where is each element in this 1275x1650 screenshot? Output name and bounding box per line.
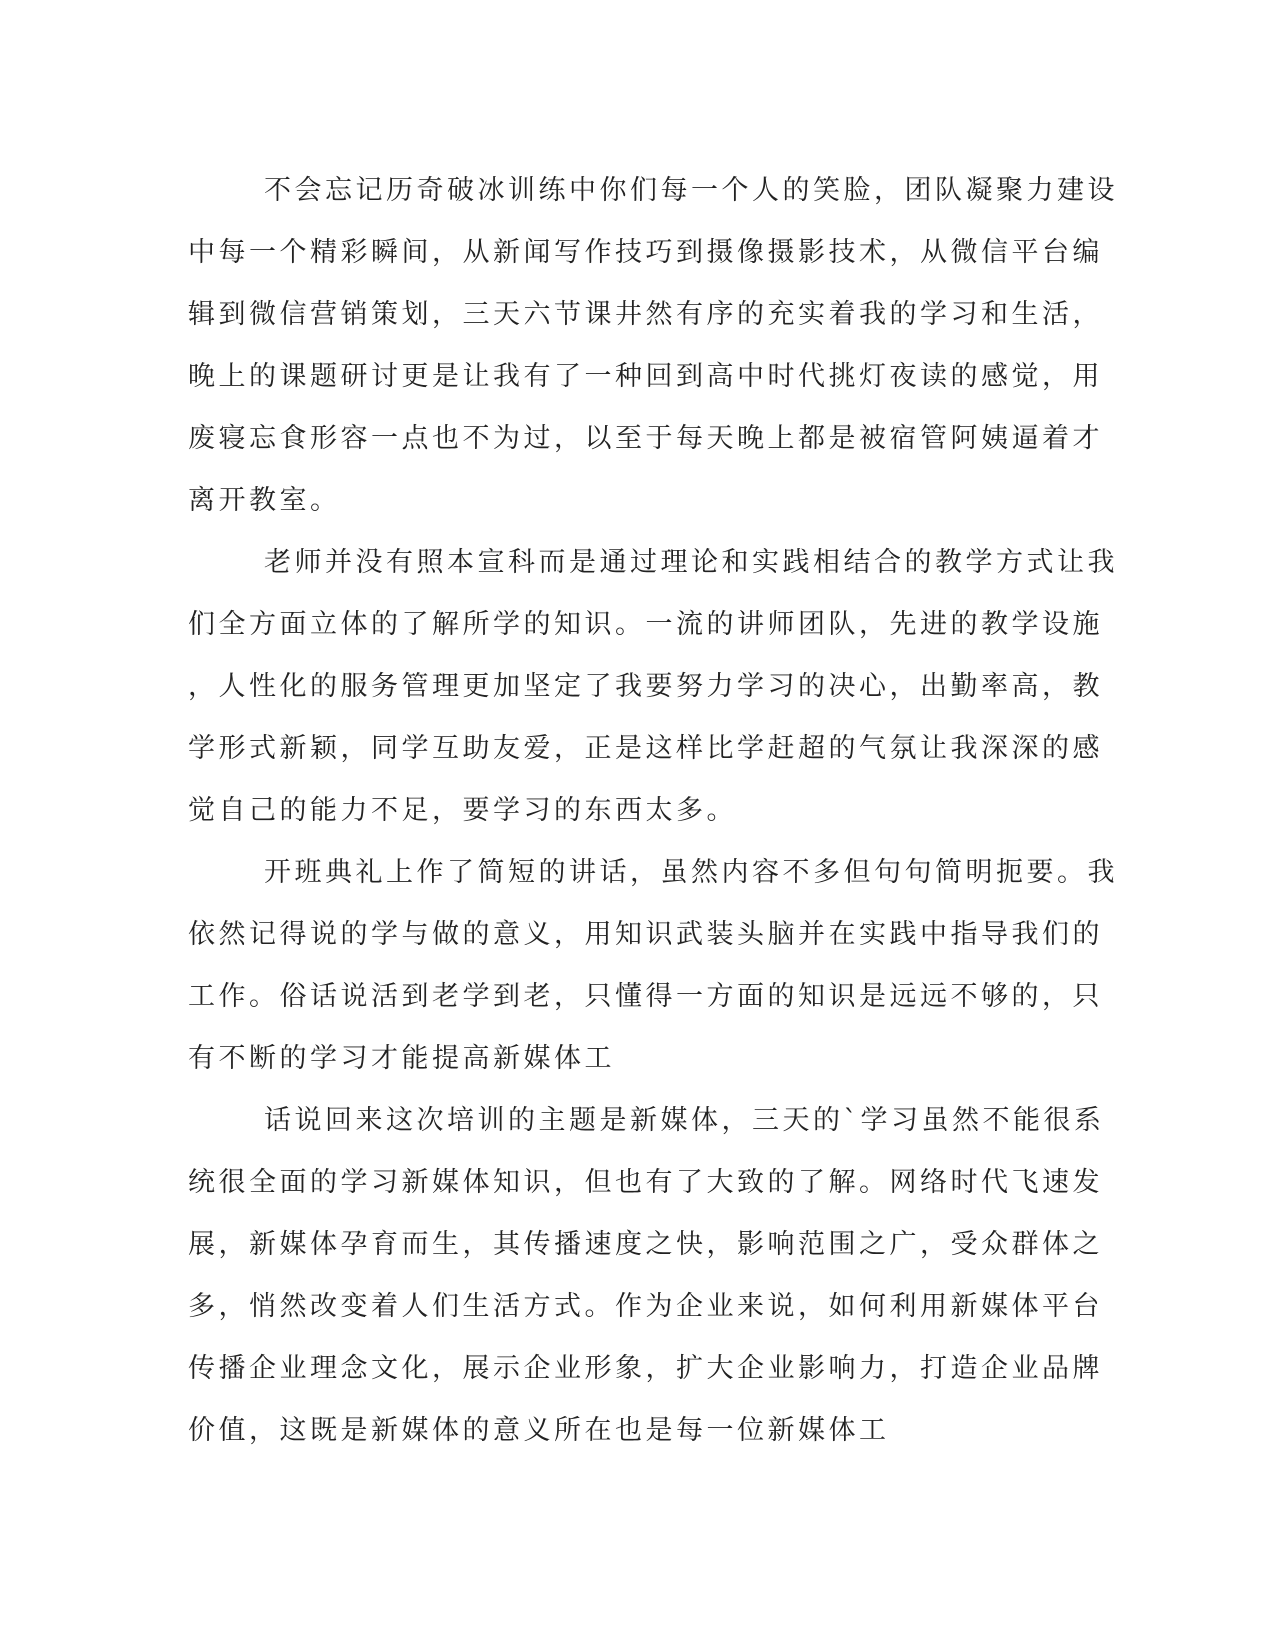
paragraph-line: 话说回来这次培训的主题是新媒体，三天的`学习虽然不能很系 bbox=[264, 1105, 1105, 1136]
paragraph-line: 老师并没有照本宣科而是通过理论和实践相结合的教学方式让我 bbox=[264, 547, 1118, 578]
paragraph-line: 辑到微信营销策划，三天六节课井然有序的充实着我的学习和生活， bbox=[188, 299, 1103, 330]
paragraph-line: 不会忘记历奇破冰训练中你们每一个人的笑脸，团队凝聚力建设 bbox=[264, 175, 1118, 206]
paragraph-line: 废寝忘食形容一点也不为过，以至于每天晚上都是被宿管阿姨逼着才 bbox=[188, 423, 1103, 454]
paragraph-3 bbox=[188, 842, 1118, 1090]
paragraph-line: 觉自己的能力不足，要学习的东西太多。 bbox=[188, 795, 737, 826]
paragraph-line: 学形式新颖，同学互助友爱，正是这样比学赶超的气氛让我深深的感 bbox=[188, 733, 1103, 764]
paragraph-line: 展，新媒体孕育而生，其传播速度之快，影响范围之广，受众群体之 bbox=[188, 1229, 1103, 1260]
paragraph-line: 有不断的学习才能提高新媒体工 bbox=[188, 1043, 615, 1074]
paragraph-line: 工作。俗话说活到老学到老，只懂得一方面的知识是远远不够的，只 bbox=[188, 981, 1103, 1012]
paragraph-line: 多，悄然改变着人们生活方式。作为企业来说，如何利用新媒体平台 bbox=[188, 1291, 1103, 1322]
paragraph-2 bbox=[188, 532, 1118, 842]
paragraph-line: 们全方面立体的了解所学的知识。一流的讲师团队，先进的教学设施 bbox=[188, 609, 1103, 640]
paragraph-line: 开班典礼上作了简短的讲话，虽然内容不多但句句简明扼要。我 bbox=[264, 857, 1118, 888]
paragraph-line: 统很全面的学习新媒体知识，但也有了大致的了解。网络时代飞速发 bbox=[188, 1167, 1103, 1198]
paragraph-line: ，人性化的服务管理更加坚定了我要努力学习的决心，出勤率高，教 bbox=[188, 671, 1103, 702]
document-body bbox=[188, 160, 1118, 1462]
paragraph-line: 中每一个精彩瞬间，从新闻写作技巧到摄像摄影技术，从微信平台编 bbox=[188, 237, 1103, 268]
paragraph-line: 传播企业理念文化，展示企业形象，扩大企业影响力，打造企业品牌 bbox=[188, 1353, 1103, 1384]
paragraph-line: 依然记得说的学与做的意义，用知识武装头脑并在实践中指导我们的 bbox=[188, 919, 1103, 950]
paragraph-4 bbox=[188, 1090, 1105, 1462]
paragraph-line: 价值，这既是新媒体的意义所在也是每一位新媒体工 bbox=[188, 1415, 890, 1446]
paragraph-line: 离开教室。 bbox=[188, 485, 341, 516]
paragraph-1 bbox=[188, 160, 1118, 532]
paragraph-line: 晚上的课题研讨更是让我有了一种回到高中时代挑灯夜读的感觉，用 bbox=[188, 361, 1103, 392]
